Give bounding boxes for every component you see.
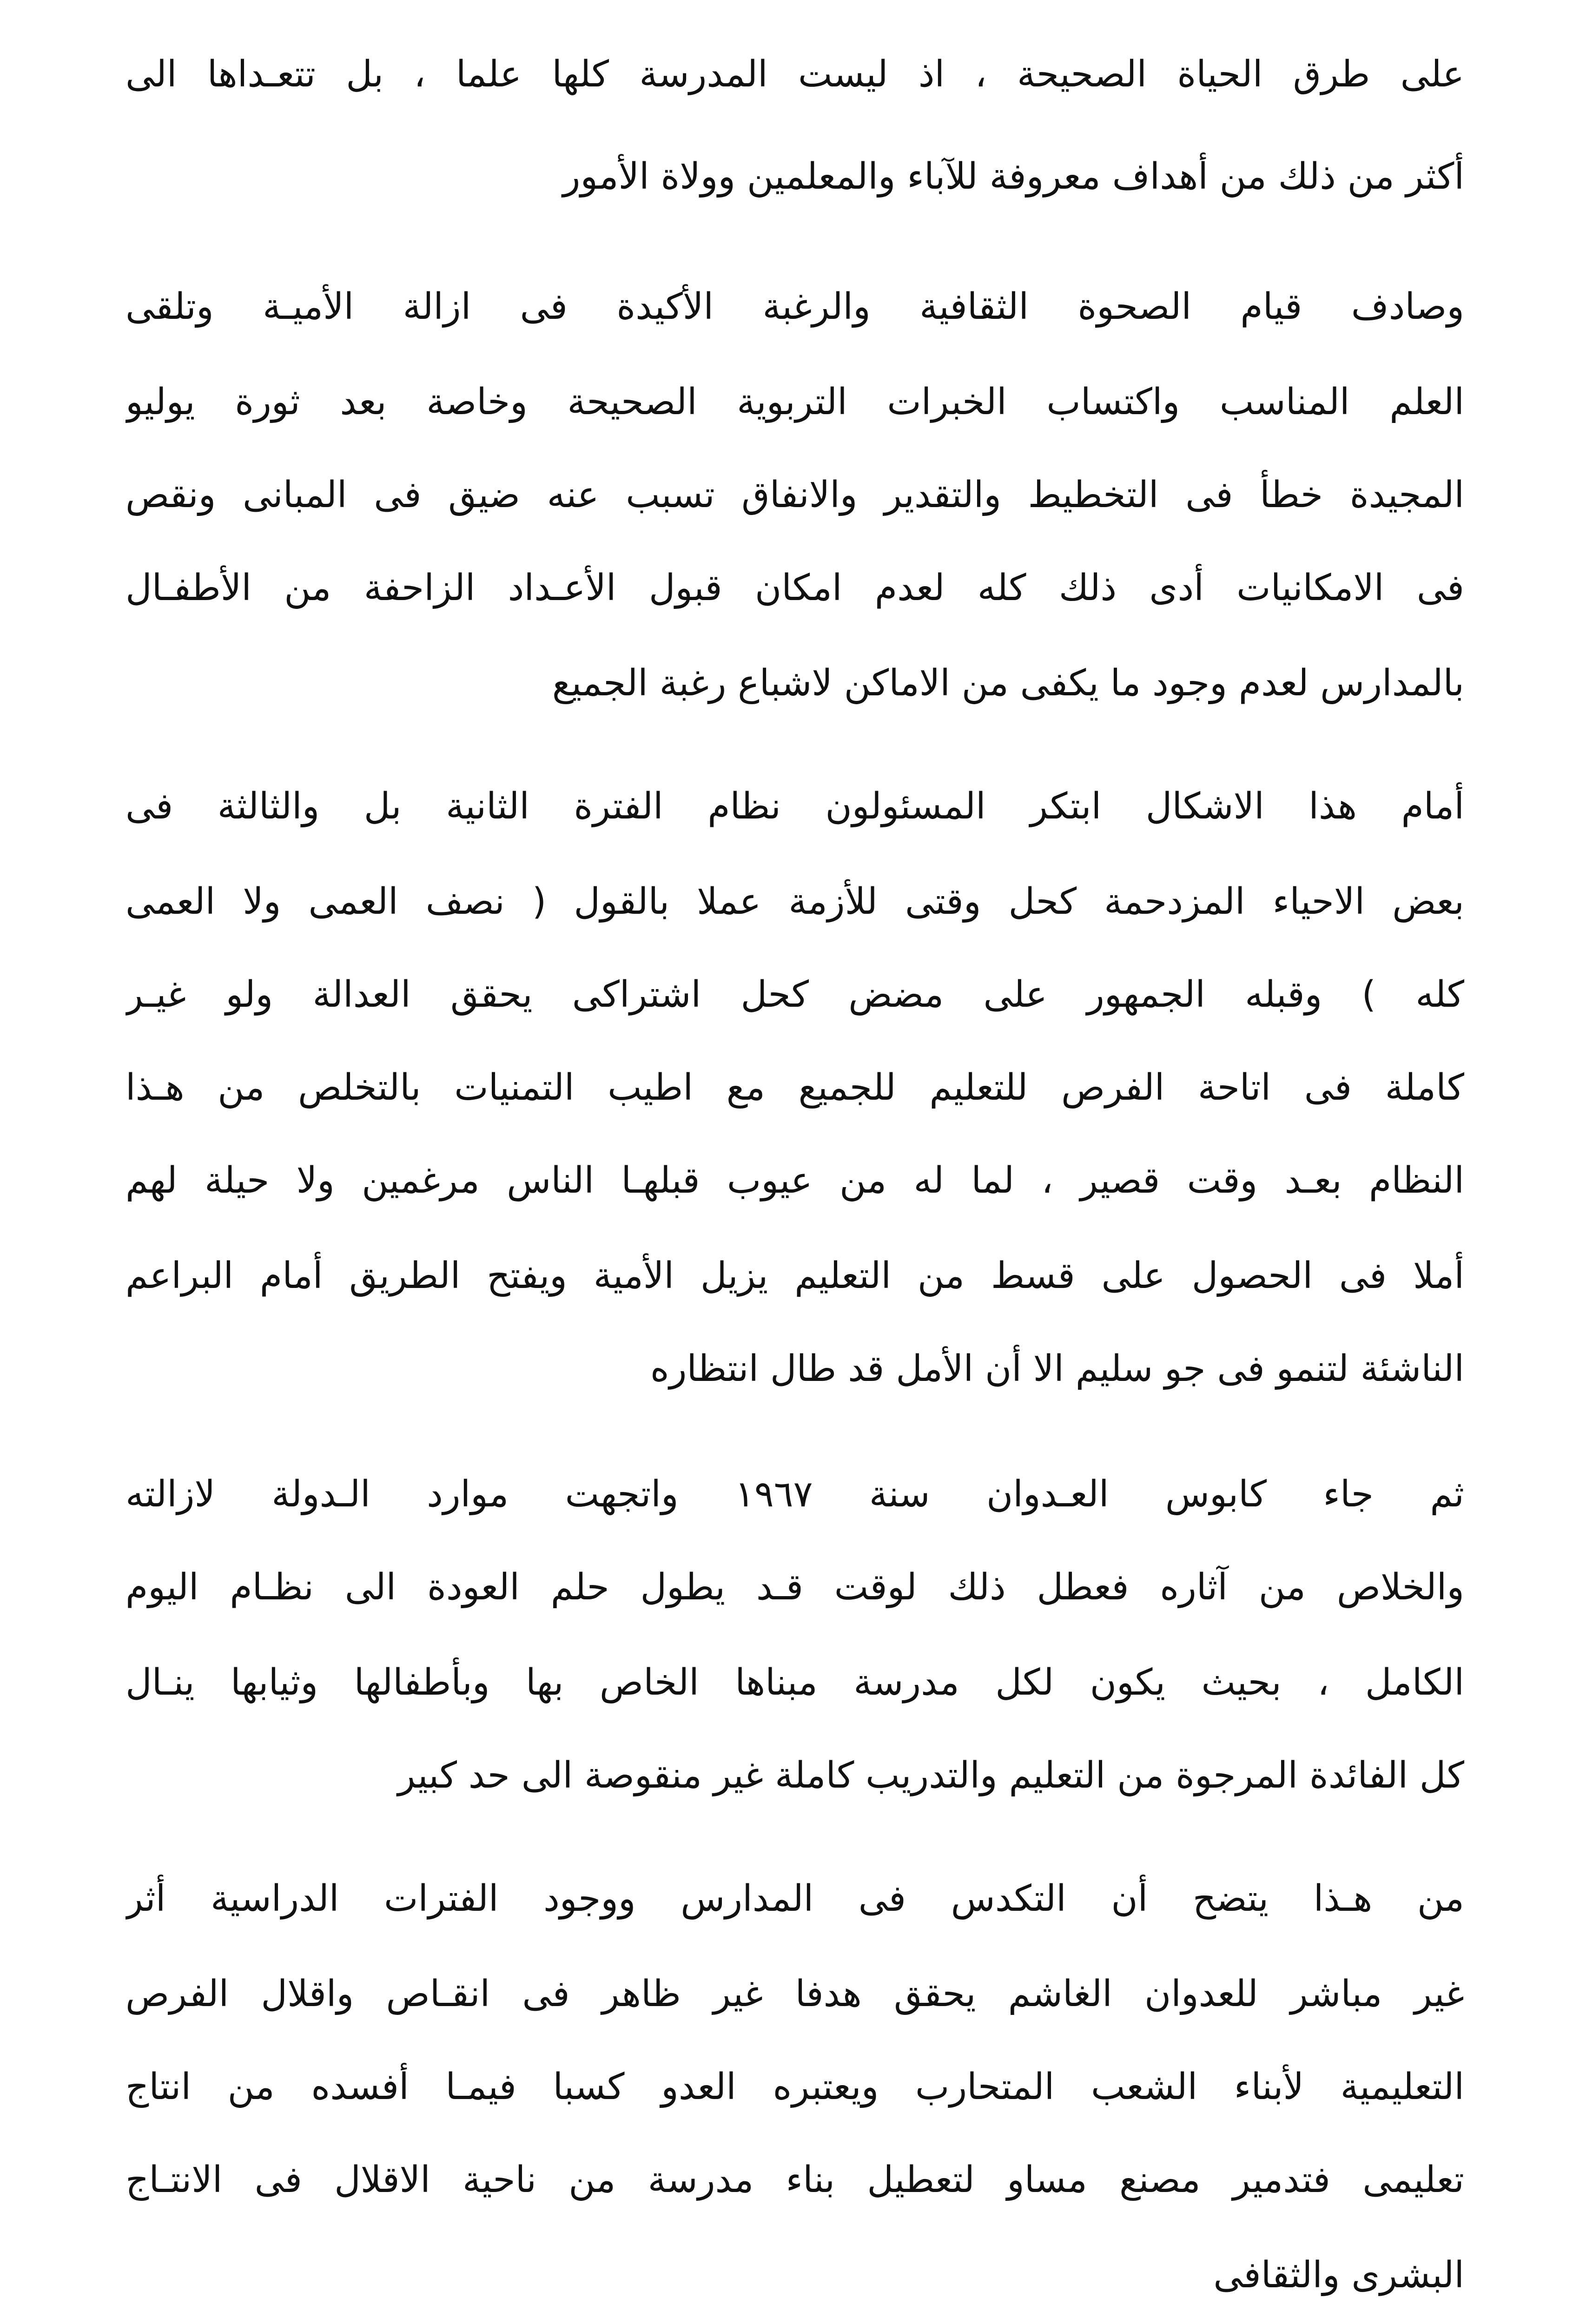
text-line: البشرى والثقافى (1213, 2254, 1464, 2296)
text-line: الكامل ، بحيث يكون لكل مدرسة مبناها الخاص بها وبأطفالها وثيابها ينـال (126, 1662, 1464, 1703)
text-line: تعليمى فتدمير مصنع مساو لتعطيل بناء مدرسة من ناحية الاقلال فى الانتـاج (126, 2159, 1464, 2201)
text-line: بالمدارس لعدم وجود ما يكفى من الاماكن لاشباع رغبة الجميع (552, 662, 1464, 704)
text-line: والخلاص من آثاره فعطل ذلك لوقت قـد يطول حلم العودة الى نظـام اليوم (126, 1566, 1464, 1608)
text-line: وصادف قيام الصحوة الثقافية والرغبة الأكيدة فى ازالة الأميـة وتلقى (126, 286, 1464, 328)
text-line: ثم جاء كابوس العـدوان سنة ١٩٦٧ واتجهت موارد الـدولة لازالته (126, 1473, 1464, 1515)
text-line: التعليمية لأبناء الشعب المتحارب ويعتبره العدو كسبا فيمـا أفسده من انتاج (126, 2066, 1464, 2108)
text-line: أملا فى الحصول على قسط من التعليم يزيل الأمية ويفتح الطريق أمام البراعم (126, 1255, 1464, 1297)
text-line: أكثر من ذلك من أهداف معروفة للآباء والمعلمين وولاة الأمور (562, 156, 1464, 198)
text-line: غير مباشر للعدوان الغاشم يحقق هدفا غير ظاهر فى انقـاص واقلال الفرص (126, 1973, 1464, 2015)
text-line: المجيدة خطأ فى التخطيط والتقدير والانفاق تسبب عنه ضيق فى المبانى ونقص (126, 474, 1464, 516)
text-line: كل الفائدة المرجوة من التعليم والتدريب كاملة غير منقوصة الى حد كبير (397, 1755, 1464, 1796)
text-line: فى الامكانيات أدى ذلك كله لعدم امكان قبول الأعـداد الزاحفة من الأطفـال (126, 567, 1464, 609)
text-line: أمام هذا الاشكال ابتكر المسئولون نظام الفترة الثانية بل والثالثة فى (126, 786, 1464, 827)
text-line: بعض الاحياء المزدحمة كحل وقتى للأزمة عملا بالقول ( نصف العمى ولا العمى (126, 881, 1464, 923)
text-line: النظام بعـد وقت قصير ، لما له من عيوب قبلهـا الناس مرغمين ولا حيلة لهم (126, 1160, 1464, 1202)
text-line: من هـذا يتضح أن التكدس فى المدارس ووجود الفترات الدراسية أثر (126, 1878, 1464, 1920)
text-line: كله ) وقبله الجمهور على مضض كحل اشتراكى يحقق العدالة ولو غيـر (126, 974, 1464, 1016)
text-line: على طرق الحياة الصحيحة ، اذ ليست المدرسة كلها علما ، بل تتعـداها الى (126, 53, 1464, 95)
text-line: كاملة فى اتاحة الفرص للتعليم للجميع مع اطيب التمنيات بالتخلص من هـذا (126, 1067, 1464, 1109)
text-line: العلم المناسب واكتساب الخبرات التربوية الصحيحة وخاصة بعد ثورة يوليو (126, 381, 1464, 423)
text-line: الناشئة لتنمو فى جو سليم الا أن الأمل قد طال انتظاره (650, 1348, 1464, 1390)
